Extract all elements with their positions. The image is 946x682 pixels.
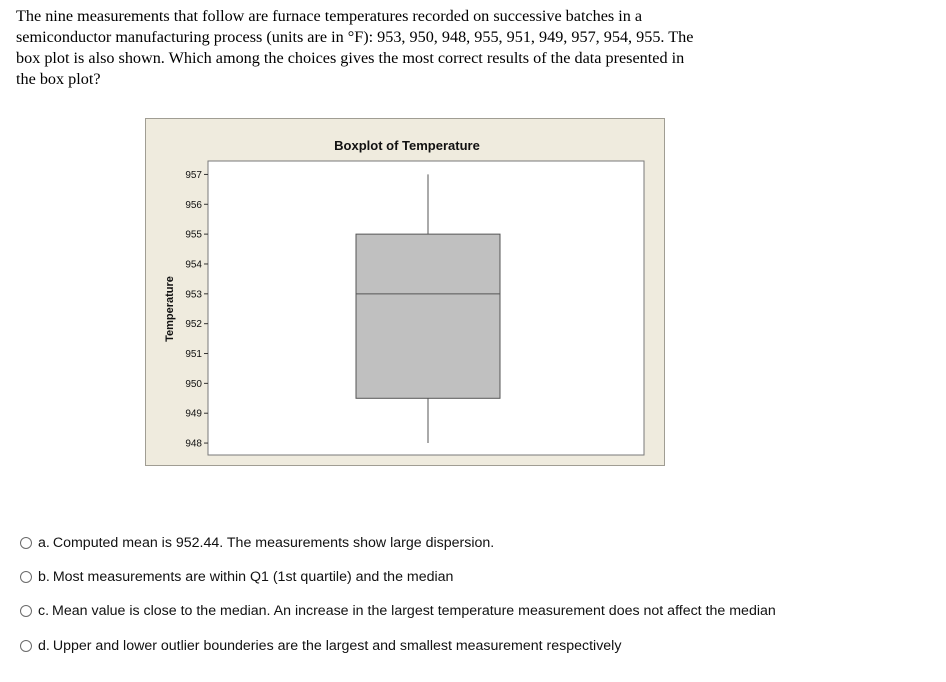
y-tick-label: 956 [185,199,202,211]
y-tick-label: 952 [185,319,202,331]
option-d[interactable] [20,635,621,657]
y-tick-label: 953 [185,289,202,301]
radio-button-a[interactable] [20,537,32,549]
question-line: box plot is also shown. Which among the choices gives the most correct results of the data presented in [16,49,685,67]
radio-button-d[interactable] [20,640,32,652]
y-tick-label: 954 [185,259,202,271]
option-b[interactable] [20,566,453,588]
question-text [16,6,816,90]
option-text: Most measurements are within Q1 (1st quartile) and the median [52,569,454,585]
question-line: The nine measurements that follow are furnace temperatures recorded on successive batches in a [16,7,643,25]
boxplot-figure [145,118,665,466]
y-axis-label: Temperature [164,276,176,342]
box-iqr [356,234,500,398]
y-tick-label: 955 [185,229,202,241]
question-line: the box plot? [16,70,101,88]
y-tick-label: 950 [185,378,202,390]
y-tick-label: 957 [185,169,202,181]
chart-title: Boxplot of Temperature [334,138,480,153]
option-text: Computed mean is 952.44. The measurements show large dispersion. [52,535,495,551]
radio-button-c[interactable] [20,605,32,617]
y-tick-label: 948 [185,438,202,450]
y-tick-label: 949 [185,408,202,420]
option-letter: c. [38,603,50,619]
option-letter: b. [38,569,50,585]
boxplot-chart [146,119,666,467]
option-letter: d. [38,638,50,654]
option-letter: a. [38,535,50,551]
radio-button-b[interactable] [20,571,32,583]
question-line: semiconductor manufacturing process (units are in °F): 953, 950, 948, 955, 951, 949, 957, 954, 955. The [16,28,694,46]
option-c[interactable] [20,600,776,622]
y-tick-label: 951 [185,349,202,361]
option-a[interactable] [20,532,494,554]
option-text: Mean value is close to the median. An increase in the largest temperature measurement does not affect the median [52,603,776,619]
option-text: Upper and lower outlier bounderies are the largest and smallest measurement respectively [52,638,622,654]
